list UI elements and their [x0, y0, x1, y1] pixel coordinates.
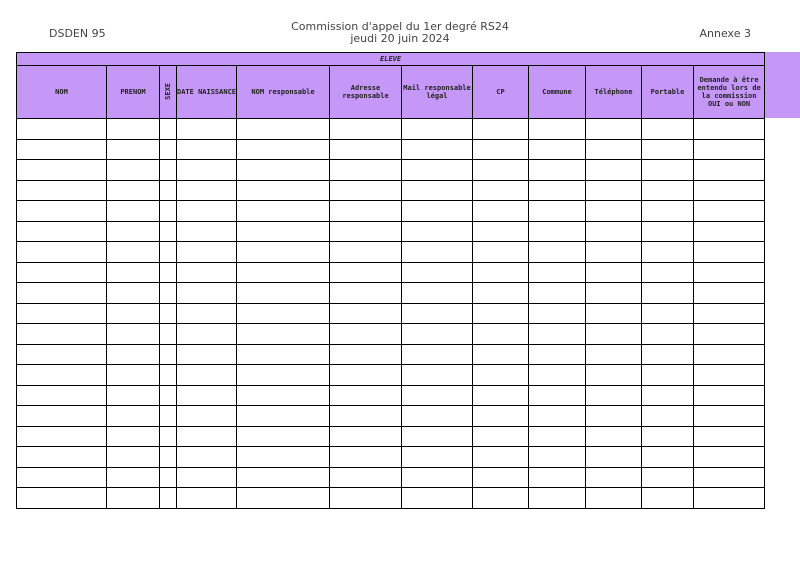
title-line-1: Commission d'appel du 1er degré RS24	[291, 20, 509, 33]
cell-cp[interactable]	[473, 139, 529, 160]
cell-nom[interactable]	[17, 406, 107, 427]
cell-sexe[interactable]	[160, 180, 177, 201]
col-prenom: PRENOM	[107, 66, 160, 119]
cell-prenom[interactable]	[107, 119, 160, 140]
cell-date-naissance[interactable]	[177, 303, 237, 324]
cell-date-naissance[interactable]	[177, 160, 237, 181]
cell-demande[interactable]	[694, 119, 765, 140]
cell-portable[interactable]	[642, 139, 694, 160]
cell-sexe[interactable]	[160, 365, 177, 386]
cell-date-naissance[interactable]	[177, 488, 237, 509]
cell-cp[interactable]	[473, 221, 529, 242]
cell-date-naissance[interactable]	[177, 406, 237, 427]
cell-mail-responsable[interactable]	[402, 467, 473, 488]
cell-portable[interactable]	[642, 406, 694, 427]
cell-nom-responsable[interactable]	[237, 139, 330, 160]
cell-nom[interactable]	[17, 447, 107, 468]
cell-commune[interactable]	[529, 139, 586, 160]
cell-nom-responsable[interactable]	[237, 303, 330, 324]
cell-prenom[interactable]	[107, 180, 160, 201]
cell-mail-responsable[interactable]	[402, 180, 473, 201]
cell-prenom[interactable]	[107, 201, 160, 222]
cell-adresse-responsable[interactable]	[330, 303, 402, 324]
cell-commune[interactable]	[529, 180, 586, 201]
cell-telephone[interactable]	[586, 488, 642, 509]
cell-commune[interactable]	[529, 488, 586, 509]
cell-commune[interactable]	[529, 303, 586, 324]
cell-cp[interactable]	[473, 447, 529, 468]
cell-demande[interactable]	[694, 180, 765, 201]
cell-date-naissance[interactable]	[177, 201, 237, 222]
col-nom: NOM	[17, 66, 107, 119]
cell-portable[interactable]	[642, 180, 694, 201]
cell-commune[interactable]	[529, 221, 586, 242]
cell-nom-responsable[interactable]	[237, 488, 330, 509]
cell-adresse-responsable[interactable]	[330, 467, 402, 488]
cell-telephone[interactable]	[586, 139, 642, 160]
cell-sexe[interactable]	[160, 426, 177, 447]
table-row	[17, 119, 765, 140]
cell-portable[interactable]	[642, 160, 694, 181]
table-body	[17, 119, 765, 509]
cell-demande[interactable]	[694, 406, 765, 427]
table-row	[17, 221, 765, 242]
cell-adresse-responsable[interactable]	[330, 119, 402, 140]
student-table	[16, 52, 765, 509]
cell-cp[interactable]	[473, 406, 529, 427]
cell-sexe[interactable]	[160, 406, 177, 427]
cell-date-naissance[interactable]	[177, 467, 237, 488]
col-mail-responsable: Mail responsable légal	[402, 66, 473, 119]
cell-date-naissance[interactable]	[177, 385, 237, 406]
table-row	[17, 180, 765, 201]
cell-demande[interactable]	[694, 201, 765, 222]
table-row	[17, 365, 765, 386]
cell-nom[interactable]	[17, 242, 107, 263]
cell-sexe[interactable]	[160, 262, 177, 283]
cell-portable[interactable]	[642, 242, 694, 263]
cell-nom-responsable[interactable]	[237, 160, 330, 181]
table-row	[17, 242, 765, 263]
cell-nom[interactable]	[17, 303, 107, 324]
col-sexe	[160, 66, 177, 119]
cell-commune[interactable]	[529, 467, 586, 488]
table-row	[17, 303, 765, 324]
cell-demande[interactable]	[694, 447, 765, 468]
cell-prenom[interactable]	[107, 303, 160, 324]
cell-mail-responsable[interactable]	[402, 160, 473, 181]
cell-mail-responsable[interactable]	[402, 406, 473, 427]
cell-portable[interactable]	[642, 119, 694, 140]
cell-nom[interactable]	[17, 139, 107, 160]
table-row	[17, 201, 765, 222]
header-right: Annexe 3	[699, 27, 751, 40]
cell-nom-responsable[interactable]	[237, 221, 330, 242]
cell-prenom[interactable]	[107, 447, 160, 468]
cell-demande[interactable]	[694, 303, 765, 324]
cell-nom-responsable[interactable]	[237, 344, 330, 365]
cell-nom-responsable[interactable]	[237, 119, 330, 140]
cell-demande[interactable]	[694, 221, 765, 242]
table-row	[17, 426, 765, 447]
cell-nom[interactable]	[17, 426, 107, 447]
cell-sexe[interactable]	[160, 119, 177, 140]
table-row	[17, 160, 765, 181]
cell-nom[interactable]	[17, 119, 107, 140]
cell-portable[interactable]	[642, 488, 694, 509]
cell-nom-responsable[interactable]	[237, 365, 330, 386]
cell-prenom[interactable]	[107, 426, 160, 447]
cell-prenom[interactable]	[107, 365, 160, 386]
cell-adresse-responsable[interactable]	[330, 406, 402, 427]
cell-sexe[interactable]	[160, 221, 177, 242]
cell-demande[interactable]	[694, 283, 765, 304]
cell-sexe[interactable]	[160, 385, 177, 406]
cell-cp[interactable]	[473, 324, 529, 345]
cell-cp[interactable]	[473, 426, 529, 447]
cell-commune[interactable]	[529, 385, 586, 406]
cell-prenom[interactable]	[107, 262, 160, 283]
cell-cp[interactable]	[473, 365, 529, 386]
cell-date-naissance[interactable]	[177, 242, 237, 263]
table-row	[17, 406, 765, 427]
col-nom-responsable: NOM responsable	[237, 66, 330, 119]
cell-demande[interactable]	[694, 160, 765, 181]
col-demande: Demande à être entendu lors de la commission OUI ou NON	[694, 66, 765, 119]
cell-commune[interactable]	[529, 242, 586, 263]
cell-adresse-responsable[interactable]	[330, 365, 402, 386]
cell-nom[interactable]	[17, 344, 107, 365]
cell-nom-responsable[interactable]	[237, 201, 330, 222]
cell-date-naissance[interactable]	[177, 426, 237, 447]
cell-mail-responsable[interactable]	[402, 221, 473, 242]
cell-date-naissance[interactable]	[177, 119, 237, 140]
table-row	[17, 139, 765, 160]
cell-demande[interactable]	[694, 262, 765, 283]
cell-prenom[interactable]	[107, 324, 160, 345]
cell-commune[interactable]	[529, 160, 586, 181]
cell-adresse-responsable[interactable]	[330, 139, 402, 160]
cell-portable[interactable]	[642, 365, 694, 386]
cell-commune[interactable]	[529, 447, 586, 468]
cell-mail-responsable[interactable]	[402, 283, 473, 304]
cell-nom-responsable[interactable]	[237, 324, 330, 345]
cell-mail-responsable[interactable]	[402, 447, 473, 468]
cell-adresse-responsable[interactable]	[330, 488, 402, 509]
cell-demande[interactable]	[694, 344, 765, 365]
cell-sexe[interactable]	[160, 283, 177, 304]
cell-adresse-responsable[interactable]	[330, 283, 402, 304]
col-commune: Commune	[529, 66, 586, 119]
cell-nom-responsable[interactable]	[237, 385, 330, 406]
cell-nom[interactable]	[17, 324, 107, 345]
cell-nom-responsable[interactable]	[237, 180, 330, 201]
cell-cp[interactable]	[473, 385, 529, 406]
cell-nom[interactable]	[17, 262, 107, 283]
cell-portable[interactable]	[642, 221, 694, 242]
cell-nom[interactable]	[17, 160, 107, 181]
cell-mail-responsable[interactable]	[402, 119, 473, 140]
cell-cp[interactable]	[473, 180, 529, 201]
cell-nom[interactable]	[17, 488, 107, 509]
cell-adresse-responsable[interactable]	[330, 324, 402, 345]
cell-demande[interactable]	[694, 242, 765, 263]
cell-telephone[interactable]	[586, 262, 642, 283]
cell-demande[interactable]	[694, 324, 765, 345]
cell-adresse-responsable[interactable]	[330, 426, 402, 447]
cell-date-naissance[interactable]	[177, 365, 237, 386]
cell-mail-responsable[interactable]	[402, 365, 473, 386]
document-title	[0, 21, 800, 45]
cell-sexe[interactable]	[160, 467, 177, 488]
table-row	[17, 447, 765, 468]
table-row	[17, 385, 765, 406]
cell-prenom[interactable]	[107, 160, 160, 181]
cell-telephone[interactable]	[586, 221, 642, 242]
cell-telephone[interactable]	[586, 283, 642, 304]
cell-portable[interactable]	[642, 201, 694, 222]
cell-date-naissance[interactable]	[177, 139, 237, 160]
cell-adresse-responsable[interactable]	[330, 221, 402, 242]
cell-telephone[interactable]	[586, 344, 642, 365]
cell-adresse-responsable[interactable]	[330, 242, 402, 263]
cell-commune[interactable]	[529, 344, 586, 365]
cell-adresse-responsable[interactable]	[330, 180, 402, 201]
table-row	[17, 283, 765, 304]
cell-sexe[interactable]	[160, 303, 177, 324]
cell-portable[interactable]	[642, 283, 694, 304]
cell-telephone[interactable]	[586, 119, 642, 140]
cell-cp[interactable]	[473, 119, 529, 140]
cell-portable[interactable]	[642, 385, 694, 406]
cell-commune[interactable]	[529, 119, 586, 140]
cell-date-naissance[interactable]	[177, 262, 237, 283]
side-tab	[764, 52, 800, 118]
cell-telephone[interactable]	[586, 324, 642, 345]
cell-commune[interactable]	[529, 262, 586, 283]
table-row	[17, 344, 765, 365]
cell-nom-responsable[interactable]	[237, 467, 330, 488]
col-date-naissance: DATE NAISSANCE	[177, 66, 237, 119]
cell-mail-responsable[interactable]	[402, 242, 473, 263]
cell-nom[interactable]	[17, 283, 107, 304]
cell-prenom[interactable]	[107, 344, 160, 365]
cell-cp[interactable]	[473, 201, 529, 222]
cell-date-naissance[interactable]	[177, 344, 237, 365]
table-row	[17, 488, 765, 509]
cell-commune[interactable]	[529, 365, 586, 386]
cell-nom[interactable]	[17, 221, 107, 242]
cell-telephone[interactable]	[586, 426, 642, 447]
cell-cp[interactable]	[473, 283, 529, 304]
cell-adresse-responsable[interactable]	[330, 344, 402, 365]
cell-cp[interactable]	[473, 467, 529, 488]
cell-sexe[interactable]	[160, 201, 177, 222]
cell-prenom[interactable]	[107, 467, 160, 488]
cell-telephone[interactable]	[586, 303, 642, 324]
cell-date-naissance[interactable]	[177, 447, 237, 468]
cell-sexe[interactable]	[160, 344, 177, 365]
cell-nom-responsable[interactable]	[237, 426, 330, 447]
cell-mail-responsable[interactable]	[402, 426, 473, 447]
cell-date-naissance[interactable]	[177, 221, 237, 242]
cell-telephone[interactable]	[586, 160, 642, 181]
header-left: DSDEN 95	[49, 27, 106, 40]
cell-cp[interactable]	[473, 160, 529, 181]
band-eleve: ELEVE	[17, 53, 765, 66]
table-row	[17, 467, 765, 488]
table-row	[17, 262, 765, 283]
cell-mail-responsable[interactable]	[402, 385, 473, 406]
cell-telephone[interactable]	[586, 201, 642, 222]
cell-cp[interactable]	[473, 344, 529, 365]
cell-mail-responsable[interactable]	[402, 344, 473, 365]
cell-portable[interactable]	[642, 467, 694, 488]
cell-telephone[interactable]	[586, 242, 642, 263]
cell-cp[interactable]	[473, 488, 529, 509]
cell-sexe[interactable]	[160, 488, 177, 509]
cell-nom[interactable]	[17, 467, 107, 488]
cell-prenom[interactable]	[107, 221, 160, 242]
cell-mail-responsable[interactable]	[402, 201, 473, 222]
cell-commune[interactable]	[529, 324, 586, 345]
cell-cp[interactable]	[473, 262, 529, 283]
cell-demande[interactable]	[694, 139, 765, 160]
cell-prenom[interactable]	[107, 488, 160, 509]
cell-prenom[interactable]	[107, 242, 160, 263]
table-row	[17, 324, 765, 345]
cell-cp[interactable]	[473, 242, 529, 263]
cell-adresse-responsable[interactable]	[330, 447, 402, 468]
cell-prenom[interactable]	[107, 139, 160, 160]
cell-nom-responsable[interactable]	[237, 242, 330, 263]
cell-date-naissance[interactable]	[177, 283, 237, 304]
cell-nom-responsable[interactable]	[237, 283, 330, 304]
cell-nom[interactable]	[17, 201, 107, 222]
cell-nom[interactable]	[17, 180, 107, 201]
cell-sexe[interactable]	[160, 242, 177, 263]
cell-telephone[interactable]	[586, 385, 642, 406]
cell-sexe[interactable]	[160, 447, 177, 468]
cell-demande[interactable]	[694, 365, 765, 386]
title-line-2: jeudi 20 juin 2024	[350, 32, 450, 45]
cell-telephone[interactable]	[586, 467, 642, 488]
col-sexe-label: SEXE	[164, 82, 172, 100]
cell-portable[interactable]	[642, 447, 694, 468]
col-cp: CP	[473, 66, 529, 119]
cell-portable[interactable]	[642, 344, 694, 365]
cell-prenom[interactable]	[107, 406, 160, 427]
cell-mail-responsable[interactable]	[402, 139, 473, 160]
col-telephone: Téléphone	[586, 66, 642, 119]
cell-date-naissance[interactable]	[177, 180, 237, 201]
cell-nom-responsable[interactable]	[237, 262, 330, 283]
cell-commune[interactable]	[529, 406, 586, 427]
cell-mail-responsable[interactable]	[402, 488, 473, 509]
cell-telephone[interactable]	[586, 180, 642, 201]
col-adresse-responsable: Adresse responsable	[330, 66, 402, 119]
cell-adresse-responsable[interactable]	[330, 262, 402, 283]
cell-demande[interactable]	[694, 467, 765, 488]
cell-demande[interactable]	[694, 488, 765, 509]
cell-mail-responsable[interactable]	[402, 262, 473, 283]
cell-telephone[interactable]	[586, 447, 642, 468]
cell-mail-responsable[interactable]	[402, 303, 473, 324]
cell-sexe[interactable]	[160, 160, 177, 181]
cell-commune[interactable]	[529, 201, 586, 222]
cell-mail-responsable[interactable]	[402, 324, 473, 345]
cell-nom[interactable]	[17, 365, 107, 386]
cell-sexe[interactable]	[160, 139, 177, 160]
cell-nom-responsable[interactable]	[237, 447, 330, 468]
cell-portable[interactable]	[642, 426, 694, 447]
cell-demande[interactable]	[694, 426, 765, 447]
cell-telephone[interactable]	[586, 406, 642, 427]
cell-prenom[interactable]	[107, 385, 160, 406]
cell-adresse-responsable[interactable]	[330, 385, 402, 406]
col-portable: Portable	[642, 66, 694, 119]
cell-cp[interactable]	[473, 303, 529, 324]
cell-sexe[interactable]	[160, 324, 177, 345]
cell-nom-responsable[interactable]	[237, 406, 330, 427]
cell-prenom[interactable]	[107, 283, 160, 304]
cell-telephone[interactable]	[586, 365, 642, 386]
cell-portable[interactable]	[642, 303, 694, 324]
cell-commune[interactable]	[529, 426, 586, 447]
cell-commune[interactable]	[529, 283, 586, 304]
cell-adresse-responsable[interactable]	[330, 201, 402, 222]
cell-date-naissance[interactable]	[177, 324, 237, 345]
cell-portable[interactable]	[642, 262, 694, 283]
cell-adresse-responsable[interactable]	[330, 160, 402, 181]
cell-portable[interactable]	[642, 324, 694, 345]
cell-nom[interactable]	[17, 385, 107, 406]
cell-demande[interactable]	[694, 385, 765, 406]
